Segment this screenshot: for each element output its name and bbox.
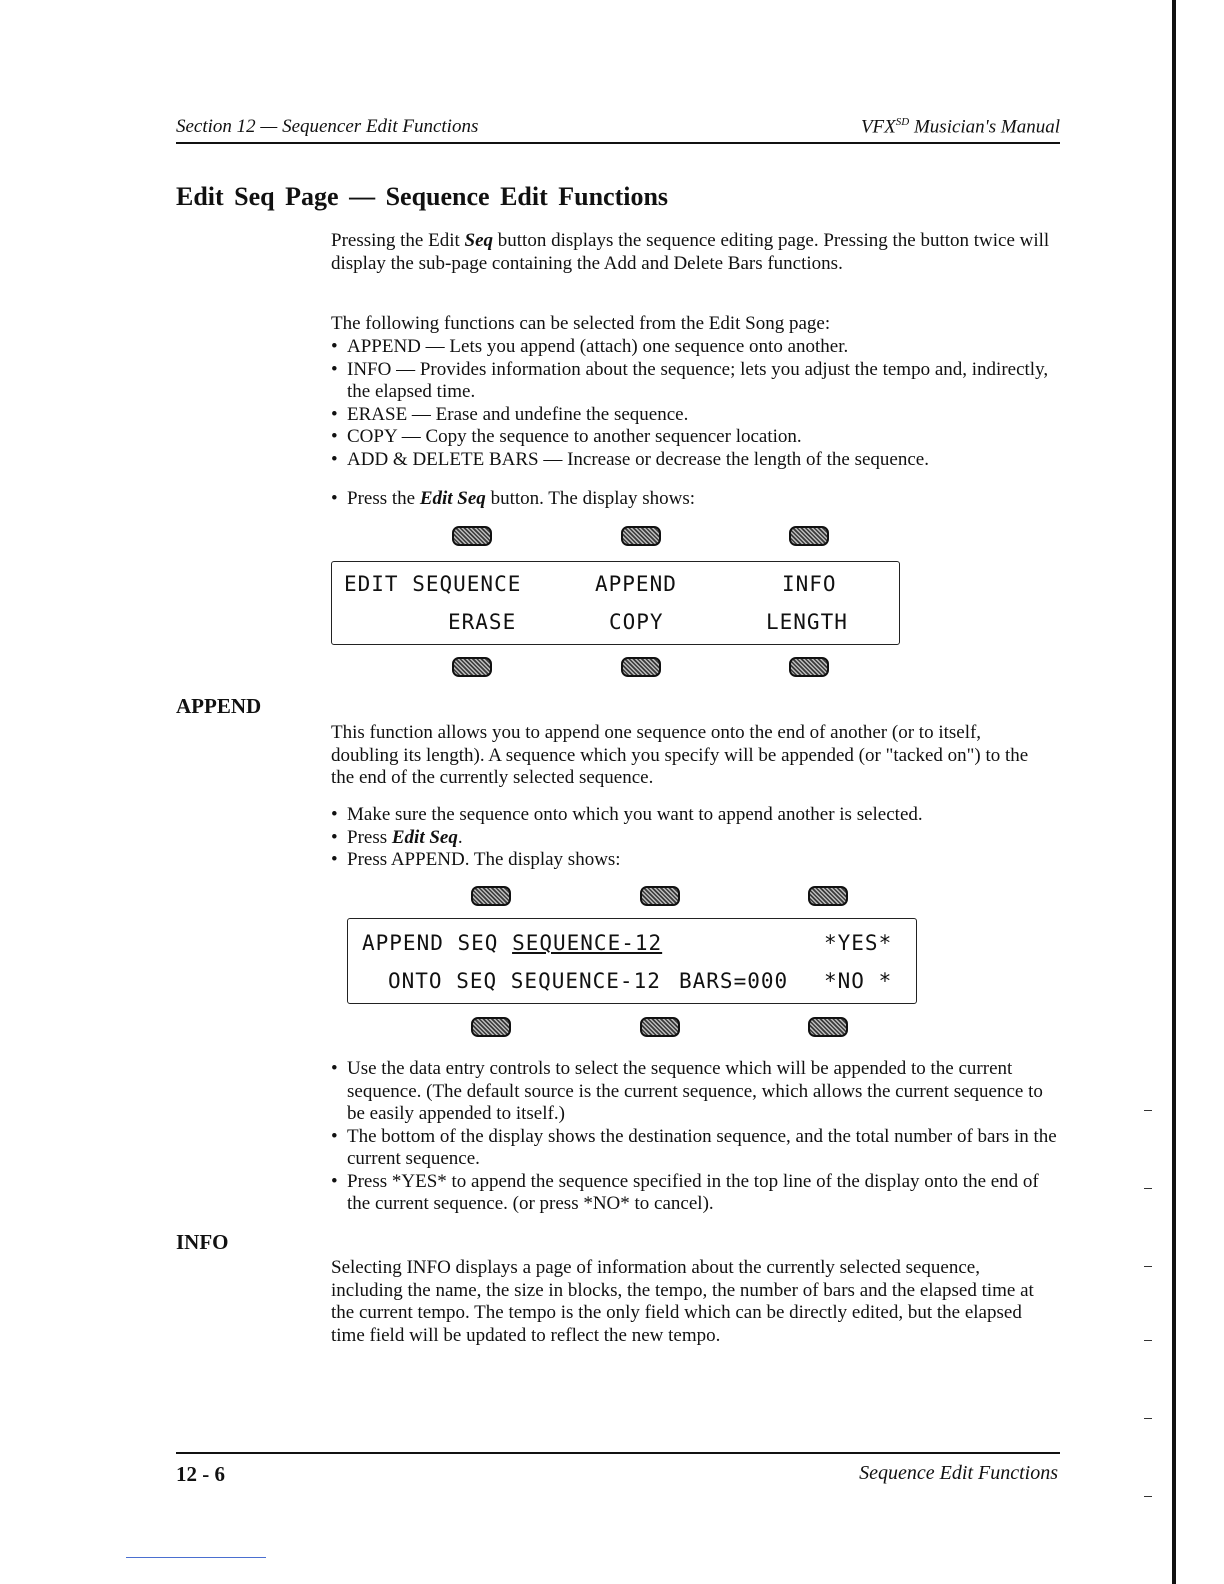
header-rule (176, 142, 1060, 144)
soft-button-bottom-2[interactable] (621, 657, 661, 677)
lcd-erase-option[interactable]: ERASE (448, 610, 517, 634)
list-item: • The bottom of the display shows the destination sequence, and the total number of bars in the current sequence. (331, 1126, 1061, 1171)
append-steps (331, 804, 1051, 872)
append-heading: APPEND (176, 694, 262, 718)
list-item: • ERASE — Erase and undefine the sequence. (331, 404, 1051, 427)
soft-button-top-2[interactable] (621, 526, 661, 546)
append-paragraph: This function allows you to append one sequence onto the end of another (or to itself, doubling its length). A sequence which you specify will be appended (or "tacked on") to the the end of the currently selected sequence. (331, 722, 1029, 788)
edge-mark (1144, 1188, 1152, 1189)
soft-button-top-1[interactable] (452, 526, 492, 546)
append-instructions (331, 1058, 1061, 1216)
list-item: • Make sure the sequence onto which you want to append another is selected. (331, 804, 1051, 827)
header-manual-title: $VFX^{SD}$ Musician's Manual (860, 116, 1060, 138)
soft-button-bottom-1[interactable] (471, 1017, 511, 1037)
footer-rule (176, 1452, 1060, 1454)
edge-mark (1144, 1496, 1152, 1497)
edge-mark (1144, 1418, 1152, 1419)
lcd-bars-count: BARS=000 (679, 969, 789, 993)
list-item: • Press *YES* to append the sequence specified in the top line of the display onto the end of the current sequence. (or press *NO* to cancel). (331, 1171, 1061, 1216)
soft-button-bottom-3[interactable] (808, 1017, 848, 1037)
edge-mark (1144, 1340, 1152, 1341)
soft-button-top-1[interactable] (471, 886, 511, 906)
functions-intro: The following functions can be selected from the Edit Song page: (331, 313, 831, 334)
list-item: • ADD & DELETE BARS — Increase or decrease the length of the sequence. (331, 449, 1051, 472)
press-edit-seq-step (331, 488, 1051, 511)
functions-list (331, 336, 1051, 471)
lcd-yes-option[interactable]: *YES* (824, 931, 893, 955)
info-heading: INFO (176, 1230, 229, 1254)
soft-button-bottom-2[interactable] (640, 1017, 680, 1037)
list-item: • APPEND — Lets you append (attach) one sequence onto another. (331, 336, 1051, 359)
soft-button-bottom-3[interactable] (789, 657, 829, 677)
intro-paragraph: Pressing the Edit Seq button displays the sequence editing page. Pressing the button twice will display the sub-page containing the Add and Delete Bars functions. (331, 230, 1050, 274)
list-item: • Press Edit Seq. (331, 827, 1051, 850)
lcd-title: EDIT SEQUENCE (344, 572, 522, 596)
page-title: Edit Seq Page — Sequence Edit Functions (176, 182, 669, 211)
lcd-no-option[interactable]: *NO * (824, 969, 893, 993)
lcd-append-option[interactable]: APPEND (595, 572, 677, 596)
soft-button-bottom-1[interactable] (452, 657, 492, 677)
lcd-info-option[interactable]: INFO (782, 572, 837, 596)
list-item: • Press APPEND. The display shows: (331, 849, 1051, 872)
list-item: • COPY — Copy the sequence to another sequencer location. (331, 426, 1051, 449)
footer-section-title: Sequence Edit Functions (859, 1462, 1058, 1484)
list-item: • Use the data entry controls to select the sequence which will be appended to the current sequence. (The default source is the current sequence, which allows the current sequence to be easily appended to itself.) (331, 1058, 1061, 1126)
list-item: • INFO — Provides information about the sequence; lets you adjust the tempo and, indirectly, the elapsed time. (331, 359, 1051, 404)
soft-button-top-2[interactable] (640, 886, 680, 906)
list-item: • Press the Edit Seq button. The display shows: (331, 488, 1051, 511)
bottom-rule (126, 1557, 266, 1558)
soft-button-top-3[interactable] (789, 526, 829, 546)
source-sequence-field[interactable]: SEQUENCE-12 (512, 931, 663, 955)
edge-mark (1144, 1110, 1152, 1111)
info-paragraph: Selecting INFO displays a page of information about the currently selected sequence, including the name, the size in blocks, the tempo, the number of bars and the elapsed time at the current tempo. The tempo is the only field which can be directly edited, but the elapsed time field will be updated to reflect the new tempo. (331, 1257, 1034, 1346)
soft-button-top-3[interactable] (808, 886, 848, 906)
lcd-display-append (347, 918, 917, 1004)
edge-mark (1144, 1266, 1152, 1267)
lcd-copy-option[interactable]: COPY (609, 610, 664, 634)
lcd-length-option[interactable]: LENGTH (766, 610, 848, 634)
lcd-destination-sequence: ONTO SEQ SEQUENCE-12 (388, 969, 661, 993)
lcd-display-edit-sequence (331, 561, 900, 645)
lcd-append-label: APPEND SEQ SEQUENCE-12 (362, 931, 663, 955)
page-number: 12 - 6 (176, 1462, 225, 1486)
page-edge-line (1172, 0, 1176, 1584)
header-section-title: Section 12 — Sequencer Edit Functions (176, 116, 479, 137)
